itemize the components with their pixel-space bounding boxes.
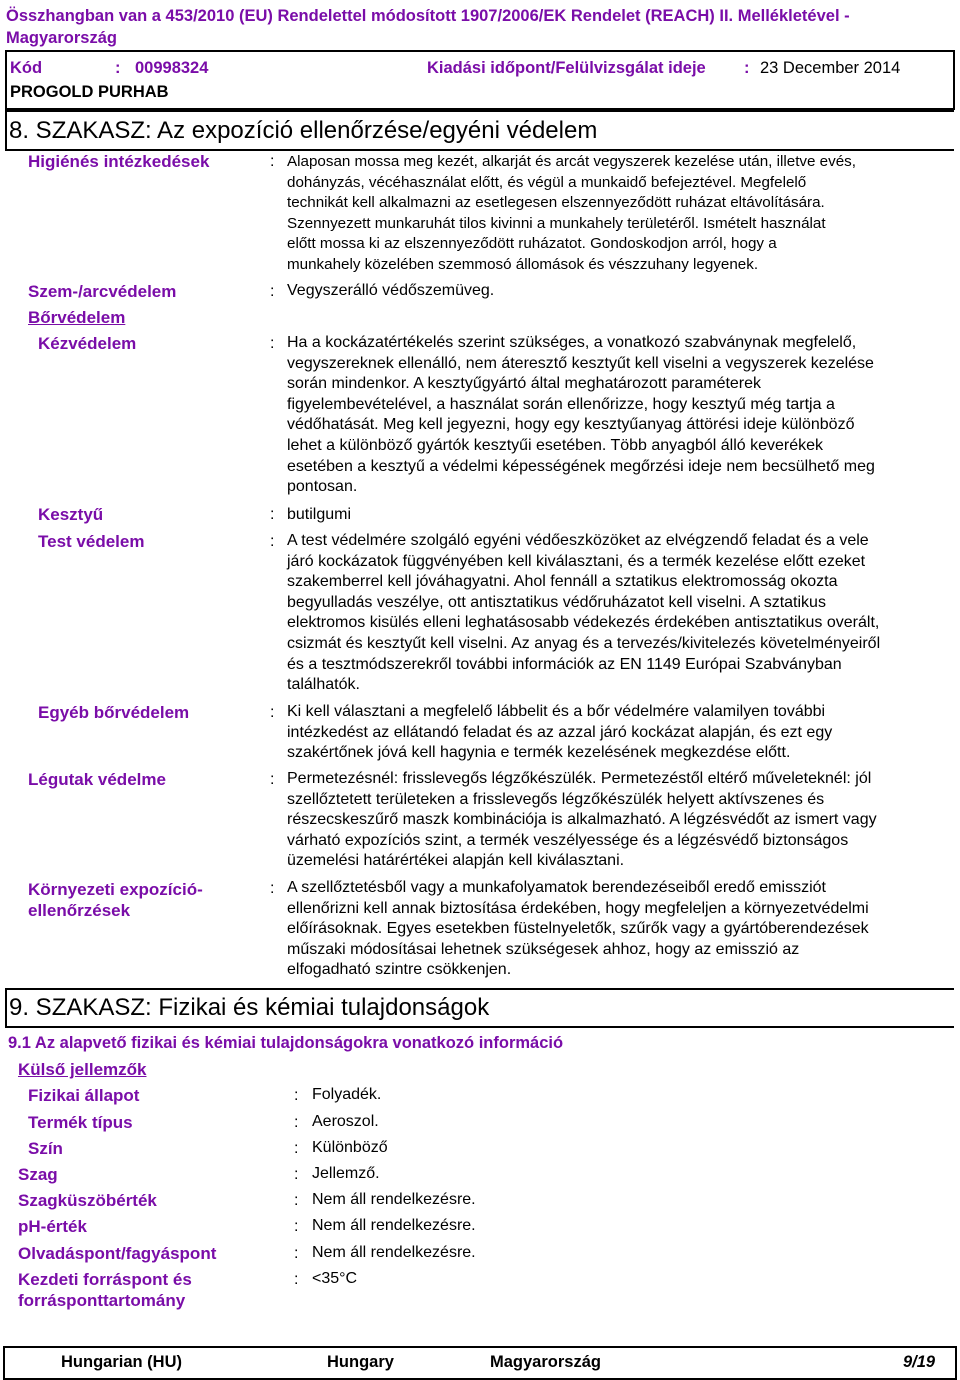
product-type-colon: :: [294, 1114, 299, 1131]
ph-value: Nem áll rendelkezésre.: [312, 1217, 476, 1234]
hygiene-text: Alaposan mossa meg kezét, alkarját és arcát vegyszerek kezelése után, illetve evés, dohányzás, vécéhasználat előtt, és végül a munkaidő befejeztével. Megfelelő technikát kell alkalmazni az esetlegesen elszennyeződött ruházat eltávolítására. Szennyezett munkaruhát tilos kivinni a munkahely területéről. Ismételt használat előtt mossa ki az elszennyeződött ruházatot. Gondoskodjon arról, hogy a munkahely közelében szemmosó állomások és vészzuhany legyenek.: [287, 153, 856, 273]
melting-point-colon: :: [294, 1245, 299, 1262]
other-skin-colon: :: [270, 704, 275, 721]
respiratory-protection-label: Légutak védelme: [28, 770, 166, 789]
odor-label: Szag: [18, 1165, 58, 1184]
hand-protection-label: Kézvédelem: [38, 334, 137, 353]
product-type-value: Aeroszol.: [312, 1113, 379, 1130]
boiling-point-colon: :: [294, 1271, 299, 1288]
appearance-label: Külső jellemzők: [18, 1060, 147, 1079]
ph-colon: :: [294, 1218, 299, 1235]
product-type-label: Termék típus: [28, 1113, 133, 1132]
code-value: 00998324: [135, 59, 209, 77]
eye-colon: :: [270, 283, 275, 300]
glove-text: butilgumi: [287, 506, 352, 523]
boiling-point-value: <35°C: [312, 1270, 358, 1287]
color-colon: :: [294, 1140, 299, 1157]
hand-protection-text: Ha a kockázatértékelés szerint szükséges, a vonatkozó szabványnak megfelelő, vegyszereknek ellenálló, nem áteresztő kesztyűt kell viselni a vegyszerek kezelése során mindenkor. A kesztyűgyártó által meghatározott paraméterek figyelembevételével, a használat során ellenőrizze, hogy kesztyű még tartja a védőhatását. Meg kell jegyezni, hogy egy kesztyűanyag áttörési ideje különböző lehet a különböző gyártók kesztyűi esetében. Több anyagból álló keverékek esetében a kesztyű a védelmi képességének megőrzési ideje nem becsülhető meg pontosan.: [287, 334, 875, 496]
code-label: Kód: [10, 59, 43, 77]
body-protection-text: A test védelmére szolgáló egyéni védőeszközöket az elvégzendő feladat és a vele járó kockázatok függvényében kell kiválasztani, és a termék kezelése előtt ezeket szakemberrel kell jóváhagyatni. Ahol fennáll a sztatikus elektromosság okozta begyulladás veszélye, ott antisztatikus védőruházatot kell viselni. A sztatikus elektromos kisülés elleni leghatásosabb védekezés érdekében antisztatikus overált, csizmát és kesztyűt kell viselni. Az anyag és a tervezés/kivitelezés követelményeiről és a tesztmódszerekről további információk az EN 1149 Európai Szabványban találhatók.: [287, 532, 881, 694]
code-colon: :: [115, 59, 121, 77]
footer-language: Hungarian (HU): [61, 1353, 182, 1371]
section9-title: 9. SZAKASZ: Fizikai és kémiai tulajdonságok: [9, 994, 490, 1021]
hand-colon: :: [270, 335, 275, 352]
color-value: Különböző: [312, 1139, 388, 1156]
date-colon: :: [744, 59, 750, 77]
product-name: PROGOLD PURHAB: [10, 83, 169, 101]
page-footer: [3, 1346, 957, 1380]
date-value: 23 December 2014: [760, 59, 901, 77]
environmental-controls-label: Környezeti expozíció- ellenőrzések: [28, 880, 203, 920]
date-label: Kiadási időpont/Felülvizsgálat ideje: [427, 59, 706, 77]
hygiene-colon: :: [270, 153, 275, 170]
odor-threshold-colon: :: [294, 1192, 299, 1209]
skin-protection-label: Bőrvédelem: [28, 308, 126, 327]
odor-threshold-label: Szagküszöbérték: [18, 1191, 157, 1210]
physical-state-value: Folyadék.: [312, 1086, 382, 1103]
footer-region: Magyarország: [490, 1353, 601, 1371]
body-colon: :: [270, 533, 275, 550]
boiling-point-label: Kezdeti forráspont és forrásponttartomány: [18, 1270, 192, 1310]
eye-protection-text: Vegyszerálló védőszemüveg.: [287, 282, 495, 299]
section9-title-box: [5, 988, 954, 1028]
glove-label: Kesztyű: [38, 505, 104, 524]
physical-state-colon: :: [294, 1087, 299, 1104]
physical-state-label: Fizikai állapot: [28, 1086, 140, 1105]
eye-protection-label: Szem-/arcvédelem: [28, 282, 177, 301]
glove-colon: :: [270, 506, 275, 523]
melting-point-value: Nem áll rendelkezésre.: [312, 1244, 476, 1261]
respiratory-protection-text: Permetezésnél: frisslevegős légzőkészülék. Permetezéstől eltérő műveleteknél: jól szellőztetett területeken a frisslevegős légzőkészülék helyett aktívszenes és részecskeszűrő maszk kombinációja is alkalmazható. A légzésvédőt az ismert vagy várható expozíciós szint, a termék veszélyessége és a légzésvédő biztonságos üzemelési határértékei alapján kell kiválasztani.: [287, 770, 877, 870]
other-skin-protection-text: Ki kell választani a megfelelő lábbelit és a bőr védelmére valamilyen további intézkedést az ellátandó feladat és az azzal járó kockázat alapján, és ezt egy szakértőnek jóvá kell hagynia e termék kezelésének megkezdése előtt.: [287, 703, 833, 762]
footer-page-number: 9/19: [903, 1353, 936, 1371]
hygiene-label: Higiénés intézkedések: [28, 152, 210, 171]
respiratory-colon: :: [270, 771, 275, 788]
odor-threshold-value: Nem áll rendelkezésre.: [312, 1191, 476, 1208]
odor-value: Jellemző.: [312, 1165, 380, 1182]
section9-subtitle: 9.1 Az alapvető fizikai és kémiai tulajdonságokra vonatkozó információ: [8, 1034, 564, 1052]
ph-label: pH-érték: [18, 1217, 87, 1236]
body-protection-label: Test védelem: [38, 532, 145, 551]
odor-colon: :: [294, 1166, 299, 1183]
regulation-title: Összhangban van a 453/2010 (EU) Rendelettel módosított 1907/2006/EK Rendelet (REACH) II. Mellékletével - Magyarország: [6, 7, 850, 47]
melting-point-label: Olvadáspont/fagyáspont: [18, 1244, 217, 1263]
environmental-controls-text: A szellőztetésből vagy a munkafolyamatok berendezéseiből eredő emissziót ellenőrizni kell annak biztosítása érdekében, hogy megfeleljen a környezetvédelmi előírásoknak. Egyes esetekben füstelnyeletők, szűrők vagy a gyártóberendezések műszaki módosításai lehetnek szükségesek ahhoz, hogy az emisszió az elfogadható szintre csökkenjen.: [287, 879, 869, 979]
environmental-colon: :: [270, 880, 275, 897]
other-skin-protection-label: Egyéb bőrvédelem: [38, 703, 190, 722]
section8-title-box: [5, 110, 954, 151]
footer-country: Hungary: [327, 1353, 394, 1371]
color-label: Szín: [28, 1139, 63, 1158]
section8-title: 8. SZAKASZ: Az expozíció ellenőrzése/egyéni védelem: [9, 117, 598, 144]
